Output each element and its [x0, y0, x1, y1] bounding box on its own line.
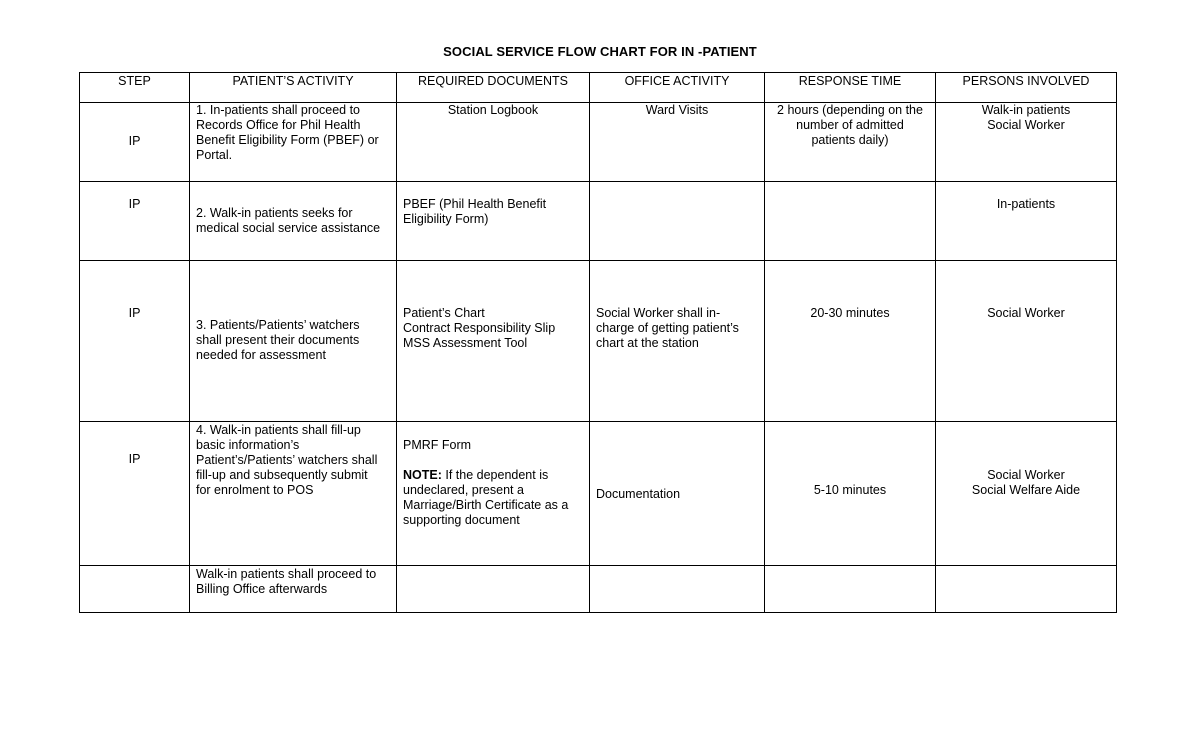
activity-text: Walk-in patients shall proceed to Billing Office afterwards [196, 567, 377, 596]
step-cell [80, 422, 190, 566]
persons-involved-text: In-patients [996, 197, 1056, 211]
table-row [80, 566, 1117, 613]
office-activity-text: Social Worker shall in- charge of getting patient’s chart at the station [596, 306, 739, 350]
office-activity-cell [590, 103, 765, 182]
step-cell [80, 182, 190, 261]
office-activity-cell [590, 182, 765, 261]
persons-involved-cell [936, 261, 1117, 422]
documents-text: Station Logbook [447, 103, 539, 117]
office-activity-text: Ward Visits [645, 103, 709, 117]
header-office-activity: OFFICE ACTIVITY [590, 73, 765, 103]
office-activity-cell [590, 261, 765, 422]
header-persons-involved: PERSONS INVOLVED [936, 73, 1117, 103]
response-time-text: 20-30 minutes [810, 306, 890, 320]
activity-cell [190, 422, 397, 566]
documents-cell [397, 261, 590, 422]
response-time-text: 2 hours (depending on the number of admitted patients daily) [777, 103, 923, 147]
activity-text: 3. Patients/Patients’ watchers shall present their documents needed for assessment [196, 318, 360, 362]
header-row [80, 73, 1117, 103]
table-row [80, 182, 1117, 261]
office-activity-cell [590, 566, 765, 613]
activity-cell [190, 182, 397, 261]
persons-involved-cell [936, 422, 1117, 566]
flow-chart-table [79, 72, 1117, 613]
response-time-cell [765, 261, 936, 422]
persons-involved-cell [936, 566, 1117, 613]
response-time-cell [765, 566, 936, 613]
step-value: IP [128, 197, 141, 211]
documents-text: PMRF Form [403, 438, 472, 452]
note-text: If the dependent is undeclared, present a Marriage/Birth Certificate as a supporting document [403, 468, 569, 527]
documents-cell [397, 182, 590, 261]
documents-cell [397, 103, 590, 182]
documents-cell [397, 566, 590, 613]
document-title: SOCIAL SERVICE FLOW CHART FOR IN -PATIENT [443, 44, 757, 59]
header-patients-activity: PATIENT’S ACTIVITY [190, 73, 397, 103]
persons-involved-cell [936, 103, 1117, 182]
activity-cell [190, 103, 397, 182]
step-cell [80, 261, 190, 422]
step-cell [80, 103, 190, 182]
step-value: IP [128, 134, 141, 148]
table-row [80, 103, 1117, 182]
documents-text: Patient’s Chart Contract Responsibility Slip MSS Assessment Tool [403, 306, 556, 350]
activity-text: 4. Walk-in patients shall fill-up basic information’s Patient’s/Patients’ watchers shall fill-up and subsequently submit for enrolment to POS [196, 423, 378, 497]
response-time-cell [765, 103, 936, 182]
response-time-text: 5-10 minutes [813, 483, 887, 497]
activity-cell [190, 566, 397, 613]
step-value: IP [128, 452, 141, 466]
office-activity-cell [590, 422, 765, 566]
note-label: NOTE: [403, 468, 442, 482]
table-row [80, 422, 1117, 566]
persons-involved-text: Social Worker [987, 306, 1065, 320]
persons-involved-text: Walk-in patients Social Worker [981, 103, 1071, 132]
header-step: STEP [80, 73, 190, 103]
activity-cell [190, 261, 397, 422]
documents-block [397, 422, 589, 528]
table-row [80, 261, 1117, 422]
step-cell [80, 566, 190, 613]
persons-involved-text: Social Worker Social Welfare Aide [971, 468, 1081, 497]
step-value: IP [128, 306, 141, 320]
response-time-cell [765, 182, 936, 261]
header-required-documents: REQUIRED DOCUMENTS [397, 73, 590, 103]
documents-text: PBEF (Phil Health Benefit Eligibility Form) [403, 197, 547, 226]
activity-text: 1. In-patients shall proceed to Records Office for Phil Health Benefit Eligibility Form (PBEF) or Portal. [196, 103, 379, 162]
office-activity-text: Documentation [596, 487, 681, 501]
activity-text: 2. Walk-in patients seeks for medical social service assistance [196, 206, 381, 235]
documents-cell [397, 422, 590, 566]
persons-involved-cell [936, 182, 1117, 261]
response-time-cell [765, 422, 936, 566]
header-response-time: RESPONSE TIME [765, 73, 936, 103]
